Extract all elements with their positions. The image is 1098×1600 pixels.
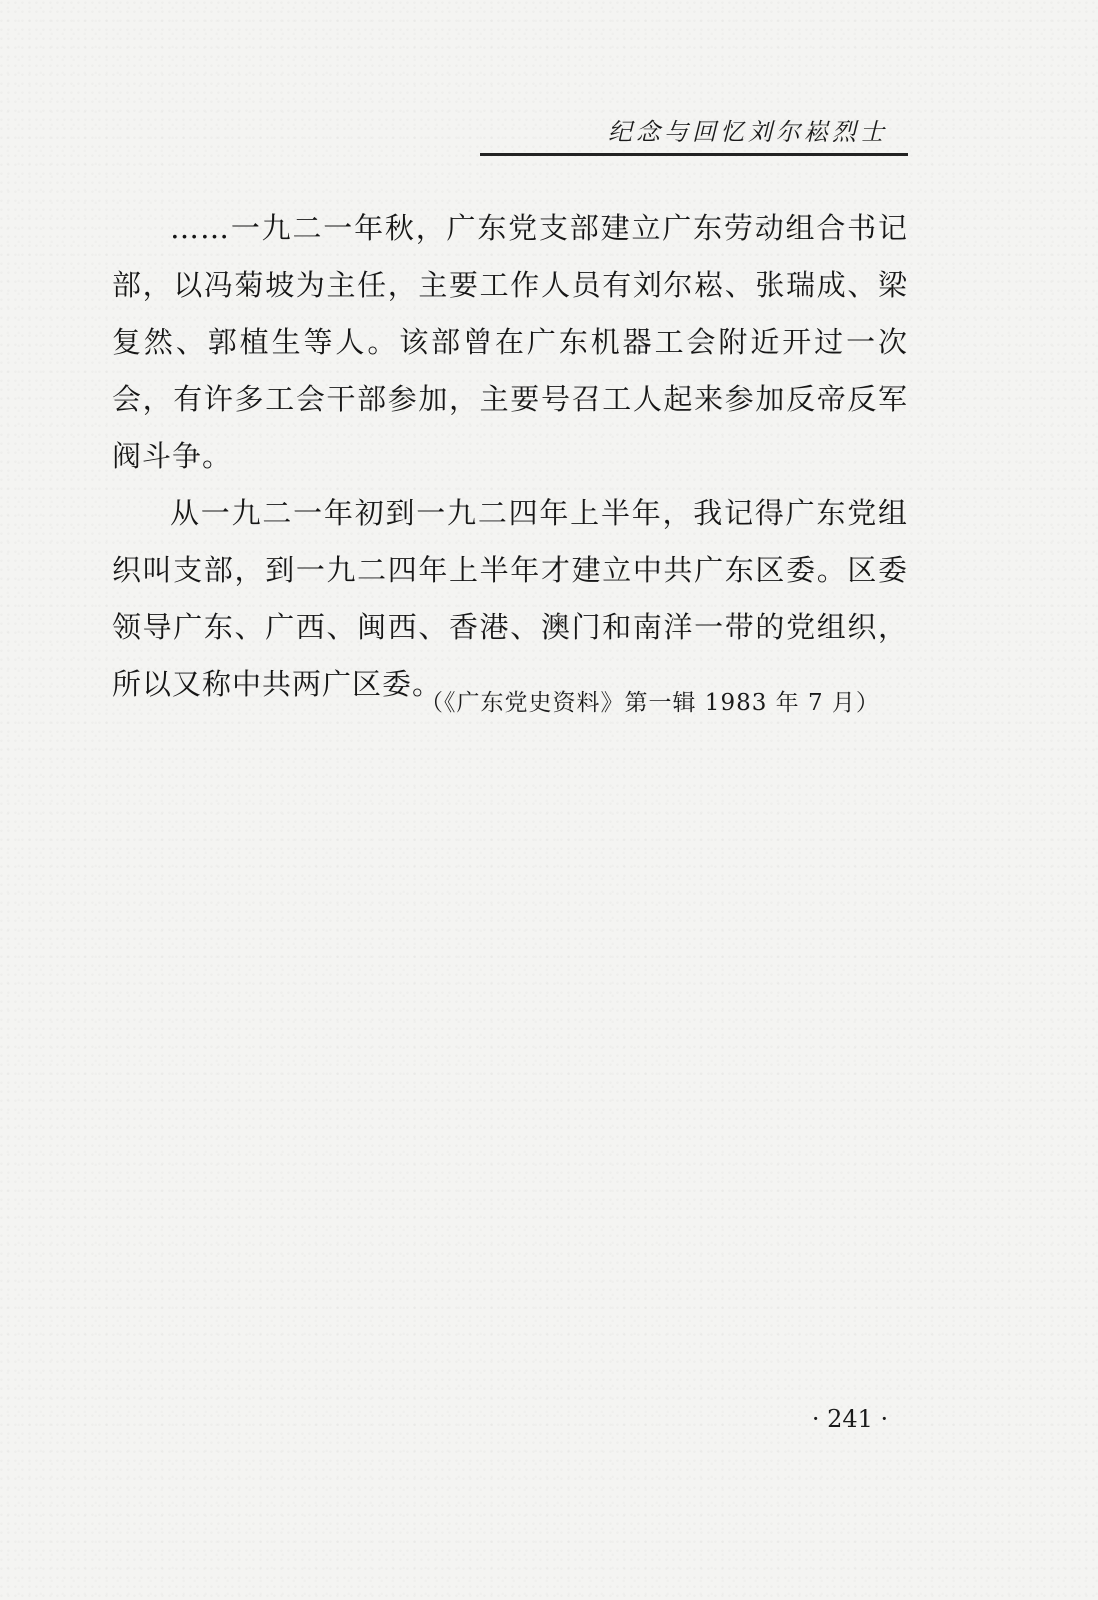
running-head: 纪念与回忆刘尔崧烈士 (608, 118, 888, 146)
header-rule (480, 153, 908, 156)
paragraph-1: ……一九二一年秋，广东党支部建立广东劳动组合书记部，以冯菊坡为主任，主要工作人员有刘尔崧、张瑞成、梁复然、郭植生等人。该部曾在广东机器工会附近开过一次会，有许多工会干部参加，主要号召工人起来参加反帝反军阀斗争。 (112, 211, 908, 473)
page-number: · 241 · (811, 1405, 889, 1433)
body-text (112, 200, 908, 713)
paragraph-2: 从一九二一年初到一九二四年上半年，我记得广东党组织叫支部，到一九二四年上半年才建立中共广东区委。区委领导广东、广西、闽西、香港、澳门和南洋一带的党组织，所以又称中共两广区委。 (112, 496, 908, 701)
source-citation: （《广东党史资料》第一辑 1983 年 7 月） (420, 690, 880, 716)
